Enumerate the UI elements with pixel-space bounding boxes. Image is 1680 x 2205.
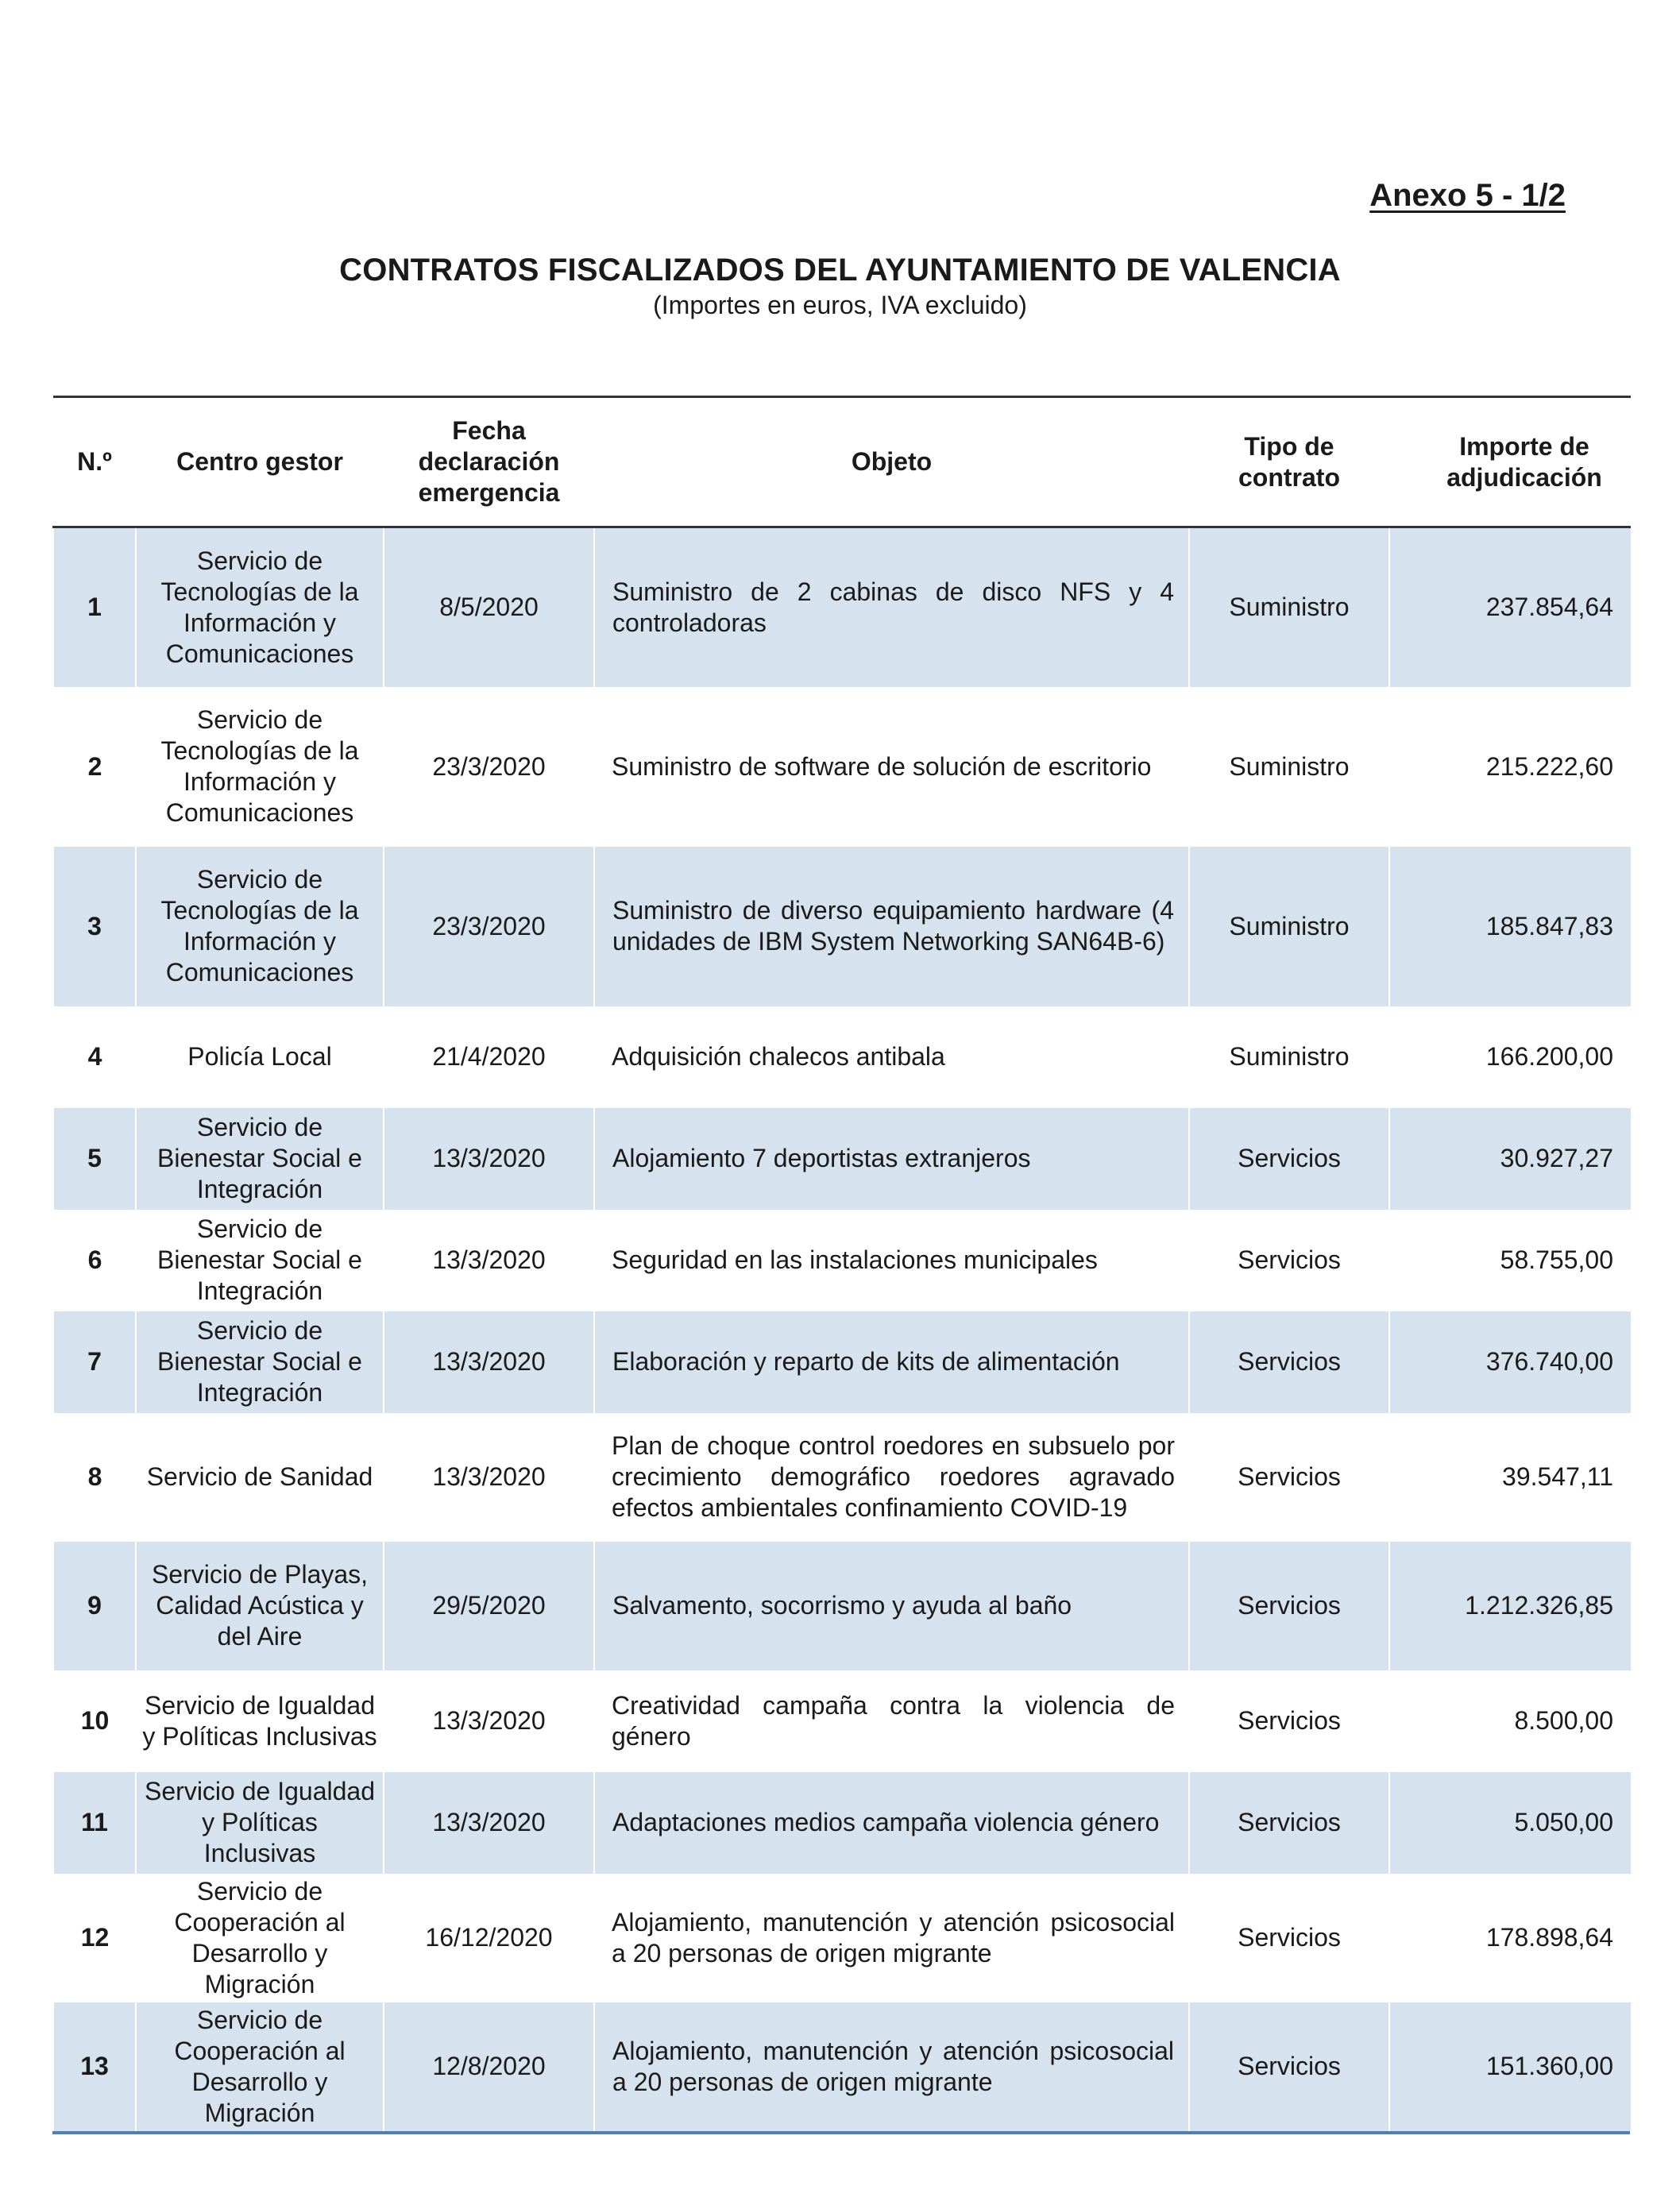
table-row xyxy=(53,1006,1631,1108)
row-number: 10 xyxy=(80,1706,110,1735)
row-fecha: 13/3/2020 xyxy=(384,1311,594,1413)
row-fecha: 23/3/2020 xyxy=(384,847,594,1006)
row-fecha: 23/3/2020 xyxy=(432,751,546,781)
row-tipo-contrato: Suministro xyxy=(1189,527,1389,687)
row-tipo-contrato: Suministro xyxy=(1229,751,1350,781)
row-number: 4 xyxy=(87,1042,102,1071)
row-number: 3 xyxy=(53,847,136,1006)
row-objeto: Alojamiento, manutención y atención psicosocial a 20 personas de origen migrante xyxy=(612,1907,1175,1968)
row-importe: 58.755,00 xyxy=(1500,1245,1613,1274)
row-objeto: Alojamiento 7 deportistas extranjeros xyxy=(594,1108,1189,1210)
row-tipo-contrato: Servicios xyxy=(1189,2002,1389,2131)
row-tipo-contrato: Servicios xyxy=(1238,1462,1341,1491)
row-number: 2 xyxy=(87,751,102,781)
table-bottom-rule xyxy=(52,2131,1630,2134)
table-row xyxy=(53,1542,1631,1670)
table-row xyxy=(53,1311,1631,1413)
row-tipo-contrato: Servicios xyxy=(1189,1772,1389,1874)
row-importe: 166.200,00 xyxy=(1485,1042,1613,1071)
row-tipo-contrato: Servicios xyxy=(1238,1245,1341,1274)
row-fecha: 13/3/2020 xyxy=(384,1772,594,1874)
row-importe: 151.360,00 xyxy=(1485,2052,1613,2080)
col-header-objeto: Objeto xyxy=(851,447,933,476)
table-body xyxy=(53,527,1631,2131)
row-fecha: 13/3/2020 xyxy=(384,1108,594,1210)
row-number: 11 xyxy=(53,1772,136,1874)
row-number: 6 xyxy=(87,1245,102,1274)
row-centro-gestor: Servicio de Playas, Calidad Acústica y del Aire xyxy=(136,1542,384,1670)
row-tipo-contrato: Servicios xyxy=(1238,1706,1341,1735)
table-row xyxy=(53,527,1631,687)
row-centro-gestor: Servicio de Bienestar Social e Integración xyxy=(136,1311,384,1413)
row-centro-gestor: Servicio de Bienestar Social e Integración xyxy=(157,1214,362,1305)
row-objeto: Creatividad campaña contra la violencia de género xyxy=(612,1690,1175,1751)
row-tipo-contrato: Suministro xyxy=(1189,847,1389,1006)
table-row xyxy=(53,1413,1631,1542)
row-centro-gestor: Servicio de Tecnologías de la Información y Comunicaciones xyxy=(136,847,384,1006)
table-row xyxy=(53,687,1631,847)
row-centro-gestor: Servicio de Igualdad y Políticas Inclusivas xyxy=(136,1772,384,1874)
row-number: 9 xyxy=(53,1542,136,1670)
row-centro-gestor: Servicio de Cooperación al Desarrollo y Migración xyxy=(136,2002,384,2131)
row-objeto: Salvamento, socorrismo y ayuda al baño xyxy=(594,1542,1189,1670)
row-centro-gestor: Servicio de Tecnologías de la Información y Comunicaciones xyxy=(136,527,384,687)
document-subtitle: (Importes en euros, IVA excluido) xyxy=(653,291,1027,319)
table-row xyxy=(53,1108,1631,1210)
row-tipo-contrato: Servicios xyxy=(1189,1108,1389,1210)
row-objeto: Elaboración y reparto de kits de alimentación xyxy=(594,1311,1189,1413)
col-header-importe: Importe de adjudicación xyxy=(1446,431,1602,492)
row-objeto: Adaptaciones medios campaña violencia género xyxy=(594,1772,1189,1874)
row-fecha: 13/3/2020 xyxy=(432,1706,546,1735)
row-importe: 376.740,00 xyxy=(1485,1347,1613,1376)
row-fecha: 13/3/2020 xyxy=(432,1462,546,1491)
table-row xyxy=(53,1670,1631,1772)
row-number: 5 xyxy=(53,1108,136,1210)
row-number: 8 xyxy=(87,1462,102,1491)
table-header xyxy=(53,397,1631,527)
row-number: 7 xyxy=(53,1311,136,1413)
table-row xyxy=(53,1210,1631,1311)
table-row xyxy=(53,2002,1631,2131)
row-importe: 1.212.326,85 xyxy=(1465,1591,1613,1620)
row-tipo-contrato: Servicios xyxy=(1189,1311,1389,1413)
col-header-num: N.º xyxy=(77,447,112,476)
row-tipo-contrato: Servicios xyxy=(1238,1923,1341,1952)
row-objeto: Suministro de 2 cabinas de disco NFS y 4 controladoras xyxy=(594,527,1189,687)
row-tipo-contrato: Suministro xyxy=(1229,1042,1350,1071)
row-number: 13 xyxy=(53,2002,136,2131)
row-centro-gestor: Servicio de Bienestar Social e Integración xyxy=(136,1108,384,1210)
row-importe: 8.500,00 xyxy=(1514,1706,1613,1735)
col-header-fecha: Fecha declaración emergencia xyxy=(418,416,560,507)
col-header-centro: Centro gestor xyxy=(176,447,343,476)
row-number: 12 xyxy=(80,1923,110,1952)
row-objeto: Alojamiento, manutención y atención psicosocial a 20 personas de origen migrante xyxy=(594,2002,1189,2131)
row-importe: 178.898,64 xyxy=(1485,1923,1613,1952)
row-objeto: Suministro de diverso equipamiento hardware (4 unidades de IBM System Networking SAN64B-6) xyxy=(594,847,1189,1006)
row-importe: 5.050,00 xyxy=(1514,1808,1613,1836)
row-fecha: 21/4/2020 xyxy=(432,1042,546,1071)
row-objeto: Seguridad en las instalaciones municipales xyxy=(612,1245,1098,1274)
row-importe: 237.854,64 xyxy=(1485,593,1613,622)
row-centro-gestor: Policía Local xyxy=(187,1042,332,1071)
row-centro-gestor: Servicio de Igualdad y Políticas Inclusivas xyxy=(142,1690,377,1751)
row-importe: 39.547,11 xyxy=(1502,1462,1613,1491)
contracts-table xyxy=(52,396,1631,2131)
row-tipo-contrato: Servicios xyxy=(1189,1542,1389,1670)
table-row xyxy=(53,1874,1631,2002)
table-row xyxy=(53,847,1631,1006)
row-fecha: 16/12/2020 xyxy=(425,1923,553,1952)
col-header-tipo: Tipo de contrato xyxy=(1238,431,1340,492)
row-centro-gestor: Servicio de Sanidad xyxy=(146,1462,373,1491)
row-fecha: 13/3/2020 xyxy=(432,1245,546,1274)
row-importe: 185.847,83 xyxy=(1485,911,1613,940)
row-number: 1 xyxy=(53,527,136,687)
table-row xyxy=(53,1772,1631,1874)
document-title: CONTRATOS FISCALIZADOS DEL AYUNTAMIENTO DE VALENCIA xyxy=(339,253,1341,288)
row-fecha: 12/8/2020 xyxy=(384,2002,594,2131)
row-objeto: Suministro de software de solución de escritorio xyxy=(612,751,1152,781)
header-row xyxy=(53,397,1631,527)
row-centro-gestor: Servicio de Tecnologías de la Información y Comunicaciones xyxy=(160,705,359,827)
row-objeto: Plan de choque control roedores en subsuelo por crecimiento demográfico roedores agravado efectos ambientales confinamiento COVID-19 xyxy=(612,1431,1175,1522)
row-importe: 215.222,60 xyxy=(1485,751,1613,781)
row-fecha: 29/5/2020 xyxy=(384,1542,594,1670)
row-fecha: 8/5/2020 xyxy=(384,527,594,687)
row-importe: 30.927,27 xyxy=(1500,1144,1613,1172)
row-objeto: Adquisición chalecos antibala xyxy=(612,1042,945,1071)
annex-label: Anexo 5 - 1/2 xyxy=(1369,178,1566,213)
row-centro-gestor: Servicio de Cooperación al Desarrollo y Migración xyxy=(174,1876,346,1998)
